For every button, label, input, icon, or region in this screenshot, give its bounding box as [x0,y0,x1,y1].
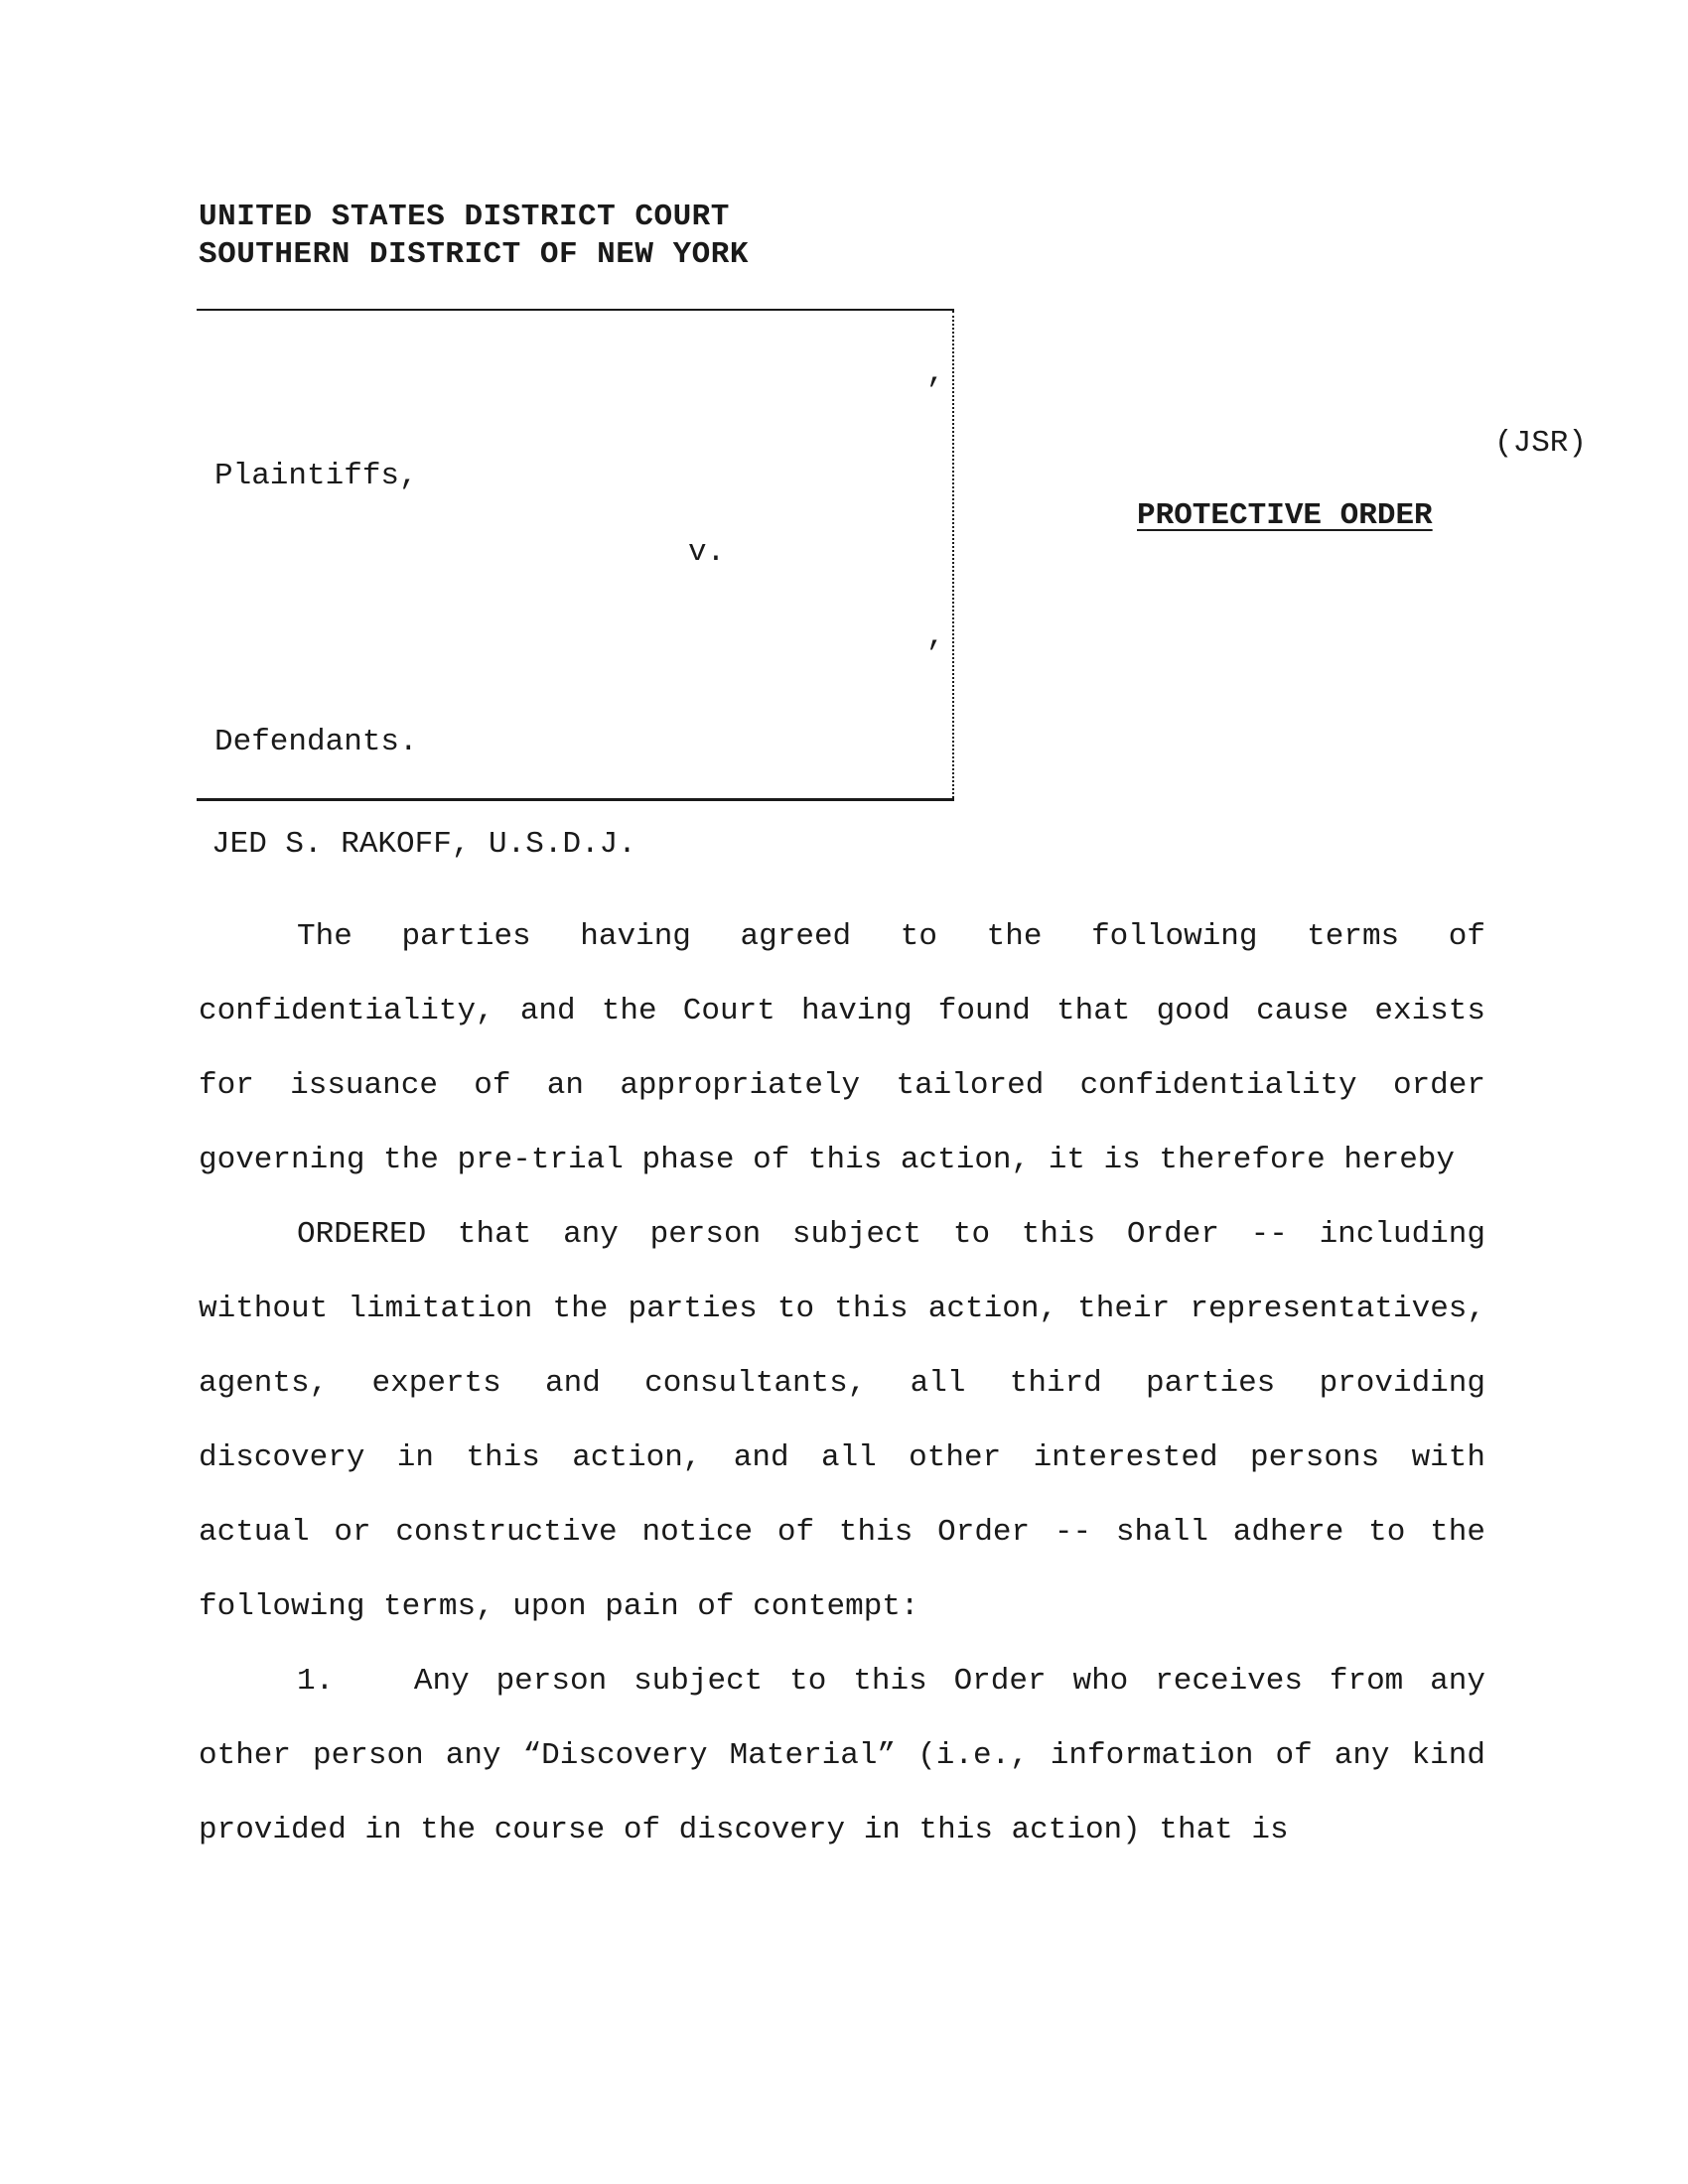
plaintiff-name-comma: , [926,356,945,391]
defendant-name-comma: , [926,619,945,654]
plaintiffs-label: Plaintiffs, [214,459,418,493]
court-header [199,199,749,274]
caption-vertical-rule [952,311,954,798]
order-body [199,899,1485,1867]
ordered-paragraph: ORDERED that any person subject to this Order -- including without limitation the parties to this action, their representatives, agents, experts and consultants, all third parties providing discovery in this action, and all other interested persons with actual or constructive notice of this Order -- shall adhere to the following terms, upon pain of contempt: [199,1217,1485,1624]
judge-name: JED S. RAKOFF, U.S.D.J. [211,827,636,862]
recital-paragraph: The parties having agreed to the following terms of confidentiality, and the Court having found that good cause exists for issuance of an appropriately tailored confidentiality order governing the pre-trial phase of this action, it is therefore hereby [199,919,1485,1177]
case-number-judge-code: (JSR) [1494,426,1588,461]
case-caption-box [197,309,954,801]
order-title: PROTECTIVE ORDER [1137,498,1433,533]
court-name-line: UNITED STATES DISTRICT COURT [199,200,730,234]
numbered-paragraph-1: 1. Any person subject to this Order who receives from any other person any “Discovery Material” (i.e., information of any kind provided in the course of discovery in this action) that is [199,1664,1485,1847]
defendants-label: Defendants. [214,725,418,759]
district-name-line: SOUTHERN DISTRICT OF NEW YORK [199,237,749,272]
versus-label: v. [688,535,726,570]
